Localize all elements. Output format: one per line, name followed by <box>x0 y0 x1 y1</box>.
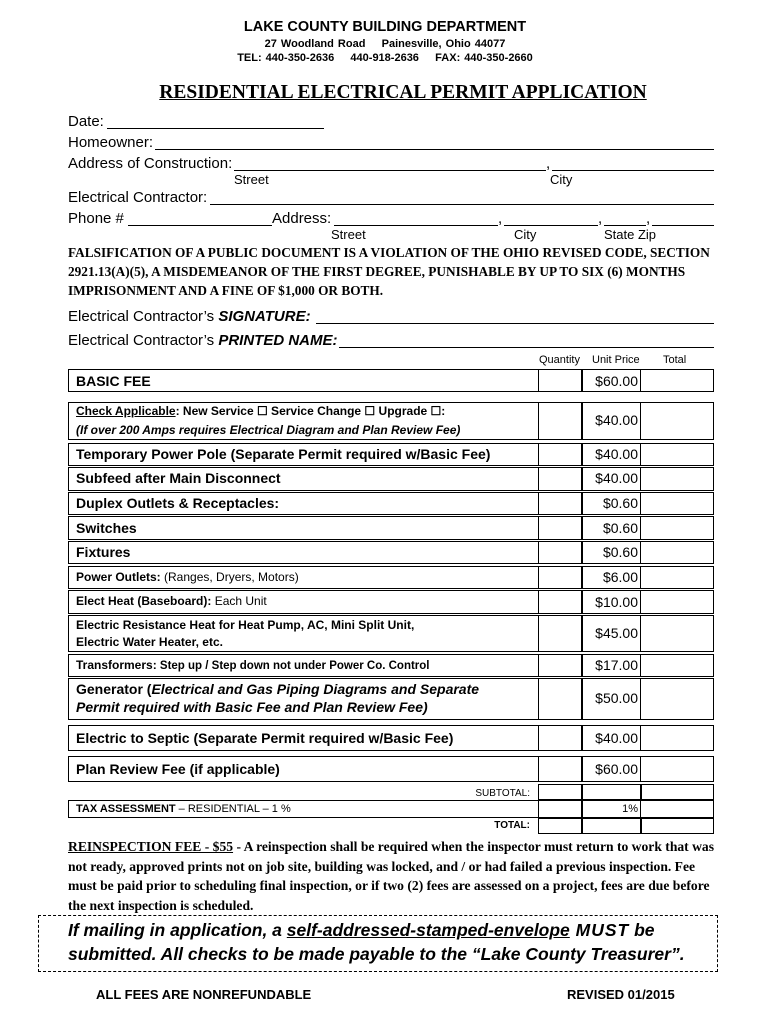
contractor-street-field[interactable] <box>334 225 498 226</box>
mailing-notice <box>68 918 718 966</box>
printed-name-label <box>68 332 338 349</box>
subtotal-label: SUBTOTAL: <box>475 788 530 799</box>
quantity-cell <box>538 516 582 540</box>
address-city-field[interactable] <box>552 170 714 171</box>
tax-title: TAX ASSESSMENT <box>76 803 176 815</box>
switches-price: $0.60 <box>602 520 638 536</box>
total-qty-cell <box>538 818 582 834</box>
date-field[interactable] <box>107 128 324 129</box>
plan-review-label: Plan Review Fee (if applicable) <box>76 761 280 777</box>
reinspection-notice <box>68 837 718 915</box>
power-outlets-title: Power Outlets: <box>76 570 161 584</box>
quantity-cell <box>538 725 582 751</box>
transformers-sub: Step up / Step down not under Power Co. Control <box>156 660 430 672</box>
address-street: 27 Woodland Road <box>264 38 366 50</box>
footer-revised: REVISED 01/2015 <box>567 987 675 1002</box>
quantity-cell <box>538 678 582 720</box>
city-hint-2: City <box>514 227 537 242</box>
transformers-price: $17.00 <box>595 657 638 673</box>
address-label: Address of Construction: <box>68 155 233 172</box>
resistance-heat-label-2: Electric Water Heater, etc. <box>76 635 223 649</box>
check-applicable: Check Applicable <box>76 404 176 418</box>
tax-rate: 1% <box>622 803 638 815</box>
homeowner-label: Homeowner: <box>68 134 154 151</box>
falsification-warning: FALSIFICATION OF A PUBLIC DOCUMENT IS A VIOLATION OF THE OHIO REVISED CODE, SECTION 2921.13(A)(5), A MISDEMEANOR OF THE FIRST DEGREE, PUNISHABLE BY UP TO SIX (6) MONTHS IMPRISONMENT AND A FINE OF $1,000 OR BOTH. <box>68 245 710 298</box>
duplex-label: Duplex Outlets & Receptacles: <box>76 495 280 511</box>
subfeed-label: Subfeed after Main Disconnect <box>76 470 281 486</box>
contractor-address-label: Address: <box>272 210 332 227</box>
signature-keyword: SIGNATURE: <box>218 308 311 325</box>
total-price-cell <box>582 818 641 834</box>
col-total: Total <box>663 354 687 366</box>
mailing-post: be submitted. All checks to be made payable to the “Lake County Treasurer”. <box>68 920 685 964</box>
fixtures-label: Fixtures <box>76 544 131 560</box>
contractor-zip-field[interactable] <box>652 225 714 226</box>
power-outlets-sub: (Ranges, Dryers, Motors) <box>160 570 299 584</box>
comma-1: , <box>498 210 503 227</box>
service-options <box>76 404 445 418</box>
generator-title: Generator ( <box>76 681 152 697</box>
septic-label: Electric to Septic (Separate Permit required w/Basic Fee) <box>76 730 454 746</box>
mailing-emph: self-addressed-stamped-envelope <box>286 920 570 940</box>
temp-pole-label: Temporary Power Pole (Separate Permit required w/Basic Fee) <box>76 446 491 462</box>
generator-italic: Electrical and Gas Piping Diagrams and Separate <box>151 681 480 697</box>
subfeed-price: $40.00 <box>595 470 638 486</box>
temp-pole-price: $40.00 <box>595 446 638 462</box>
tax-rest: – RESIDENTIAL – 1 % <box>175 803 291 815</box>
street-hint: Street <box>234 172 269 187</box>
comma-3: , <box>646 210 651 227</box>
city-hint: City <box>550 172 573 187</box>
signature-field[interactable] <box>316 323 714 324</box>
quantity-cell <box>538 541 582 564</box>
septic-price: $40.00 <box>595 730 638 746</box>
quantity-cell <box>538 590 582 614</box>
signature-label <box>68 308 311 325</box>
total-label: TOTAL: <box>494 820 530 831</box>
contractor-label: Electrical Contractor: <box>68 189 208 206</box>
switches-label: Switches <box>76 520 137 536</box>
footer-nonrefundable: ALL FEES ARE NONREFUNDABLE <box>96 987 312 1002</box>
subtotal-total-cell <box>641 784 714 800</box>
fixtures-price: $0.60 <box>602 544 638 560</box>
address-comma: , <box>546 155 551 172</box>
mailing-must: MUST <box>569 920 630 940</box>
form-title: RESIDENTIAL ELECTRICAL PERMIT APPLICATION <box>159 82 647 103</box>
quantity-cell <box>538 756 582 782</box>
resistance-heat-label: Electric Resistance Heat for Heat Pump, AC, Mini Split Unit, <box>76 618 415 632</box>
address-street-field[interactable] <box>234 170 546 171</box>
printed-prefix: Electrical Contractor’s <box>68 332 215 349</box>
generator-price: $50.00 <box>595 690 638 706</box>
quantity-cell <box>538 369 582 392</box>
basic-fee-label: BASIC FEE <box>76 373 151 389</box>
signature-prefix: Electrical Contractor’s <box>68 308 215 325</box>
printed-name-field[interactable] <box>339 347 714 348</box>
quantity-cell <box>538 402 582 440</box>
power-outlets-price: $6.00 <box>602 569 638 585</box>
duplex-price: $0.60 <box>602 495 638 511</box>
subtotal-qty-cell <box>538 784 582 800</box>
col-unit-price: Unit Price <box>592 354 640 366</box>
department-name: LAKE COUNTY BUILDING DEPARTMENT <box>243 19 527 35</box>
homeowner-field[interactable] <box>155 149 714 150</box>
street-hint-2: Street <box>331 227 366 242</box>
contractor-state-field[interactable] <box>604 225 646 226</box>
quantity-cell <box>538 467 582 491</box>
elect-heat-title: Elect Heat (Baseboard): <box>76 594 212 608</box>
transformers-title: Transformers: <box>76 658 157 672</box>
plan-review-price: $60.00 <box>595 761 638 777</box>
elect-heat-label <box>76 594 267 608</box>
quantity-cell <box>538 654 582 677</box>
contractor-field[interactable] <box>210 204 714 205</box>
service-choices[interactable]: : New Service ☐ Service Change ☐ Upgrade ☐: <box>175 404 446 418</box>
contractor-city-field[interactable] <box>504 225 598 226</box>
address-city: Painesville, Ohio 44077 <box>381 38 506 50</box>
department-phones <box>0 52 770 64</box>
resistance-heat-price: $45.00 <box>595 625 638 641</box>
date-label: Date: <box>68 113 104 130</box>
fax: FAX: 440-350-2660 <box>435 52 533 64</box>
comma-2: , <box>598 210 603 227</box>
col-quantity: Quantity <box>539 354 580 366</box>
subtotal-price-cell <box>582 784 641 800</box>
tel2: 440-918-2636 <box>350 52 419 64</box>
service-price: $40.00 <box>595 412 638 428</box>
generator-label-2: Permit required with Basic Fee and Plan Review Fee) <box>76 699 428 715</box>
tel: TEL: 440-350-2636 <box>237 52 335 64</box>
power-outlets-label <box>76 570 299 584</box>
phone-label: Phone # <box>68 210 124 227</box>
quantity-cell <box>538 443 582 466</box>
phone-field[interactable] <box>128 225 272 226</box>
basic-fee-price: $60.00 <box>595 373 638 389</box>
service-note: (If over 200 Amps requires Electrical Diagram and Plan Review Fee) <box>76 423 461 437</box>
state-zip-hint: State Zip <box>604 227 657 242</box>
department-address <box>0 38 770 50</box>
elect-heat-sub: Each Unit <box>211 594 267 608</box>
reinspection-text: - A reinspection shall be required when the inspector must return to work that was not ready, approved prints not on job site, building was locked, and / or had failed a previous inspection. Fee must be paid prior to scheduling final inspection, or if two (2) fees are assessed on a project, fees are due before the next inspection is scheduled. <box>68 839 715 913</box>
quantity-cell <box>538 492 582 515</box>
reinspection-heading: REINSPECTION FEE - $55 <box>68 839 234 854</box>
quantity-cell <box>538 615 582 652</box>
tax-label <box>76 803 291 815</box>
printed-keyword: PRINTED NAME: <box>218 332 338 349</box>
tax-qty-cell <box>538 800 582 818</box>
generator-label <box>76 681 479 697</box>
mailing-pre: If mailing in application, a <box>68 920 287 940</box>
elect-heat-price: $10.00 <box>595 594 638 610</box>
total-total-cell <box>641 818 714 834</box>
quantity-cell <box>538 566 582 589</box>
transformers-label <box>76 658 430 672</box>
